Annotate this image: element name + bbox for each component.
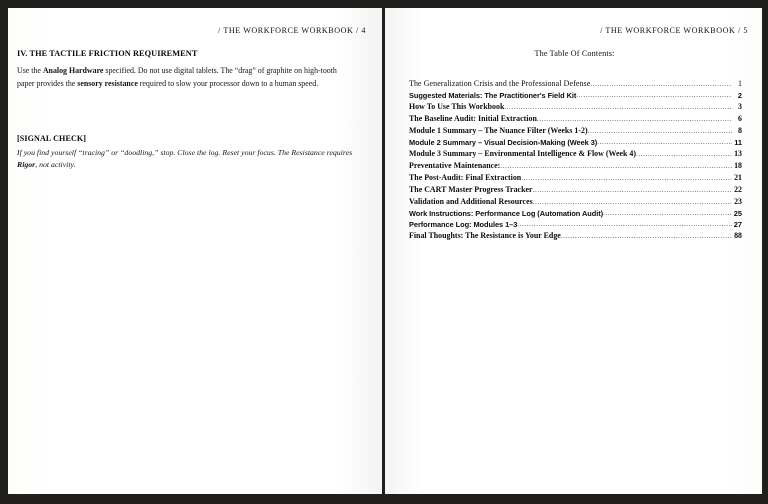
toc-entry[interactable]: [409, 174, 742, 182]
toc-entry-label: Module 2 Summary – Visual Decision-Making (Week 3): [409, 137, 598, 147]
toc-dot-leader: [521, 175, 732, 181]
toc-entry-label: The Baseline Audit: Initial Extraction: [409, 114, 537, 124]
toc-entry[interactable]: [409, 92, 742, 100]
toc-entry[interactable]: [409, 186, 742, 194]
toc-entry[interactable]: [409, 115, 742, 123]
text-run: required to slow your processor down to a human speed.: [137, 78, 319, 88]
toc-entry-label: Suggested Materials: The Practitioner's Field Kit: [409, 90, 577, 100]
toc-entry-page-number: 23: [734, 196, 742, 206]
toc-title: The Table Of Contents:: [534, 49, 615, 58]
signal-check-text: [17, 147, 353, 172]
toc-entry-page-number: 8: [738, 126, 742, 136]
toc-entry-page-number: 22: [734, 184, 742, 194]
toc-dot-leader: [533, 187, 732, 193]
text-run: , not activity.: [35, 160, 76, 170]
toc-entry-label: Module 1 Summary – The Nuance Filter (Weeks 1-2): [409, 126, 588, 136]
toc-dot-leader: [597, 139, 732, 145]
text-run: Use the: [17, 66, 43, 75]
toc-dot-leader: [537, 116, 732, 122]
toc-dot-leader: [517, 221, 732, 227]
toc-entry-label: Work Instructions: Performance Log (Automation Audit): [409, 208, 604, 218]
toc-entry[interactable]: [409, 103, 742, 111]
toc-entry-page-number: 25: [733, 208, 742, 218]
toc-entry[interactable]: [409, 162, 742, 170]
toc-entry-page-number: 6: [738, 114, 742, 124]
toc-entry-page-number: 18: [734, 161, 742, 171]
toc-entry-label: Final Thoughts: The Resistance is Your Edge: [409, 231, 561, 241]
toc-dot-leader: [561, 233, 732, 239]
toc-dot-leader: [636, 151, 732, 157]
toc-entry[interactable]: [409, 232, 742, 240]
toc-entry-label: The CART Master Progress Tracker: [409, 184, 533, 194]
toc-dot-leader: [590, 81, 732, 87]
toc-entry-page-number: 1: [738, 79, 742, 88]
text-run: specified. Do not use digital tablets. The “drag” of graphite on high-tooth paper provides the: [17, 66, 337, 88]
toc-entry-label: The Generalization Crisis and the Professional Defense: [409, 79, 591, 88]
section-paragraph: [17, 65, 347, 91]
toc-entry-page-number: 11: [734, 137, 742, 147]
toc-entry-label: How To Use This Workbook: [409, 102, 505, 112]
toc-entry-page-number: 88: [734, 231, 742, 241]
page-right: [385, 8, 762, 494]
toc-dot-leader: [576, 92, 732, 98]
signal-check-label: [SIGNAL CHECK]: [17, 133, 87, 143]
toc-entry-page-number: 13: [734, 149, 742, 159]
toc-entry[interactable]: [409, 210, 742, 218]
toc-dot-leader: [603, 210, 732, 216]
toc-entry-page-number: 3: [738, 102, 742, 112]
toc-entry-label: Module 3 Summary – Environmental Intelligence & Flow (Week 4): [409, 149, 637, 159]
toc-entry-page-number: 27: [733, 220, 742, 230]
signal-check-block: [17, 134, 368, 172]
emphasis-run: sensory resistance: [77, 78, 138, 88]
toc-dot-leader: [533, 199, 732, 205]
toc-entry-label: Validation and Additional Resources: [409, 196, 533, 206]
toc-dot-leader: [588, 128, 732, 134]
toc-entry-page-number: 21: [734, 173, 742, 183]
toc-entry-label: Preventative Maintenance:: [409, 161, 501, 171]
toc-entry-label: Performance Log: Modules 1–3: [409, 220, 518, 230]
toc-entry[interactable]: [409, 139, 742, 147]
section-heading: IV. THE TACTILE FRICTION REQUIREMENT: [17, 49, 198, 58]
text-run: If you find yourself “tracing” or “doodling,” stop. Close the log. Reset your focus. The Resistance requires: [17, 147, 353, 157]
toc-entry[interactable]: [409, 221, 742, 229]
running-header-left: / THE WORKFORCE WORKBOOK / 4: [218, 26, 366, 35]
emphasis-run: Rigor: [17, 160, 36, 170]
toc-entry[interactable]: [409, 80, 742, 88]
running-header-right: / THE WORKFORCE WORKBOOK / 5: [600, 26, 748, 35]
toc-dot-leader: [500, 163, 732, 169]
toc-entry-page-number: 2: [737, 90, 742, 100]
toc-entry[interactable]: [409, 150, 742, 158]
toc-entry-label: The Post-Audit: Final Extraction: [409, 173, 522, 183]
emphasis-run: Analog Hardware: [42, 66, 104, 75]
page-left: [8, 8, 382, 494]
toc-entry[interactable]: [409, 127, 742, 135]
toc-entry[interactable]: [409, 198, 742, 206]
toc-dot-leader: [504, 104, 732, 110]
table-of-contents: [399, 80, 750, 241]
